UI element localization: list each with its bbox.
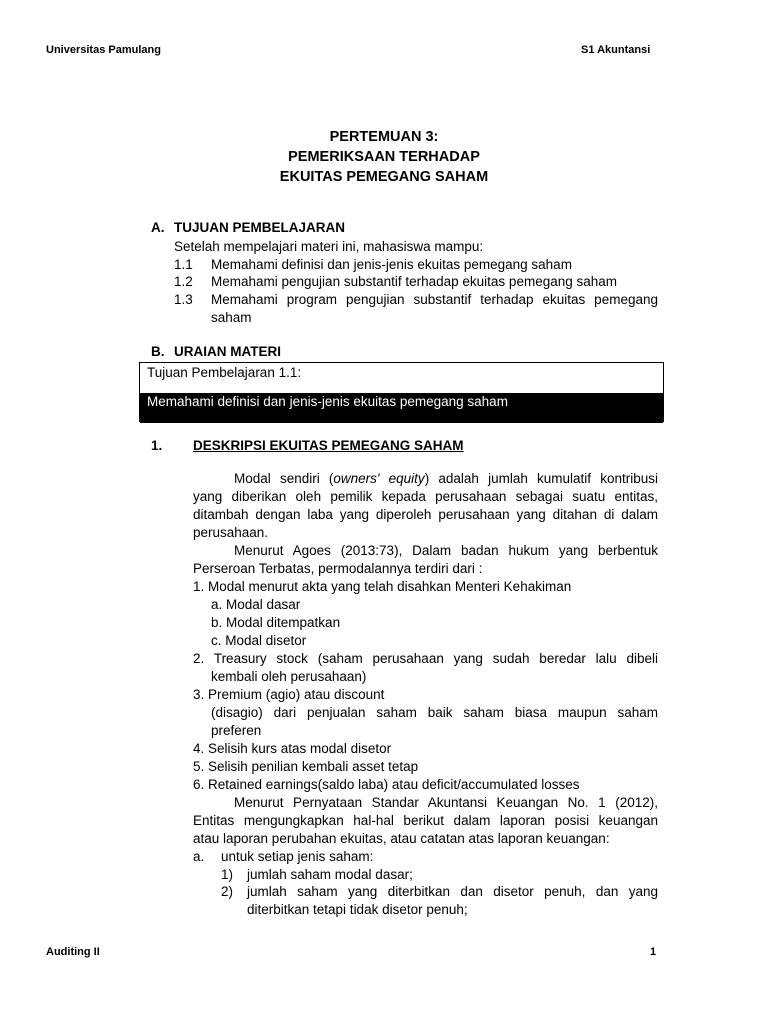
objective-1-2-num: 1.2: [174, 274, 193, 289]
owners-equity-term: owners' equity: [333, 471, 425, 486]
capital-item-1a: a. Modal dasar: [211, 597, 301, 612]
section-b-label: B.: [151, 344, 165, 359]
list-a2-text: jumlah saham yang diterbitkan dan disetor penuh, dan yang: [247, 884, 658, 899]
section-b-title: URAIAN MATERI: [174, 344, 281, 359]
subsection-title: DESKRIPSI EKUITAS PEMEGANG SAHAM: [193, 438, 464, 453]
paragraph-1-line-4: perusahaan.: [193, 525, 269, 540]
paragraph-3-line-3: atau laporan perubahan ekuitas, atau catatan atas laporan keuangan:: [193, 831, 610, 846]
text-run: ) adalah jumlah kumulatif kontribusi: [424, 471, 658, 486]
objective-1-3-text: Memahami program pengujian substantif terhadap ekuitas pemegang: [211, 292, 658, 307]
list-a2-cont: diterbitkan tetapi tidak disetor penuh;: [247, 902, 468, 917]
objective-box: [139, 362, 664, 422]
list-a1-text: jumlah saham modal dasar;: [247, 867, 413, 882]
paragraph-2-line-2: Perseroan Terbatas, permodalannya terdiri dari :: [193, 561, 483, 576]
header-university: Universitas Pamulang: [46, 44, 161, 56]
paragraph-1-line-2: yang diberikan oleh pemilik kepada perusahaan sebagai suatu entitas,: [193, 489, 658, 504]
list-a-label: a.: [193, 849, 205, 864]
objective-1-3-cont: saham: [211, 310, 252, 325]
objective-box-label: Tujuan Pembelajaran 1.1:: [147, 365, 302, 380]
capital-item-1c: c. Modal disetor: [211, 633, 307, 648]
paragraph-1-line-3: ditambah dengan laba yang diperoleh perusahaan yang ditahan di dalam: [193, 507, 658, 522]
header-program: S1 Akuntansi: [581, 44, 651, 56]
paragraph-1-line-1: [193, 470, 658, 488]
capital-item-1b: b. Modal ditempatkan: [211, 615, 341, 630]
paragraph-3-line-2: Entitas mengungkapkan hal-hal berikut dalam laporan posisi keuangan: [193, 813, 658, 828]
paragraph-2-line-1: Menurut Agoes (2013:73), Dalam badan hukum yang berbentuk: [234, 543, 658, 558]
objective-1-3-num: 1.3: [174, 292, 193, 307]
capital-item-1: 1. Modal menurut akta yang telah disahkan Menteri Kehakiman: [193, 579, 572, 594]
section-a-title: TUJUAN PEMBELAJARAN: [174, 220, 346, 235]
page-title: [0, 127, 768, 187]
page-number: 1: [650, 946, 657, 958]
capital-item-3-cont: (disagio) dari penjualan saham baik saham biasa maupun saham: [211, 705, 658, 720]
objective-1-1-text: Memahami definisi dan jenis-jenis ekuitas pemegang saham: [211, 257, 572, 272]
list-a1-num: 1): [221, 867, 234, 882]
capital-item-2-cont: kembali oleh perusahaan): [211, 669, 367, 684]
capital-item-4: 4. Selisih kurs atas modal disetor: [193, 741, 392, 756]
body-text: [193, 470, 658, 848]
objective-box-text: Memahami definisi dan jenis-jenis ekuitas pemegang saham: [147, 394, 508, 409]
objective-box-header: [140, 363, 663, 393]
objective-box-band: [140, 393, 663, 423]
objective-1-1-num: 1.1: [174, 257, 193, 272]
list-a2-num: 2): [221, 884, 234, 899]
title-line-3: EKUITAS PEMEGANG SAHAM: [279, 169, 489, 185]
subsection-number: 1.: [151, 438, 163, 453]
section-a-intro: Setelah mempelajari materi ini, mahasiswa mampu:: [174, 239, 484, 254]
capital-item-2: 2. Treasury stock (saham perusahaan yang sudah beredar lalu dibeli: [193, 651, 658, 666]
paragraph-3-line-1: Menurut Pernyataan Standar Akuntansi Keuangan No. 1 (2012),: [234, 795, 658, 810]
capital-item-3-cont-2: preferen: [211, 723, 262, 738]
capital-item-3: 3. Premium (agio) atau discount: [193, 687, 385, 702]
title-line-1: PERTEMUAN 3:: [329, 129, 439, 145]
capital-item-6: 6. Retained earnings(saldo laba) atau deficit/accumulated losses: [193, 777, 580, 792]
capital-item-5: 5. Selisih penilian kembali asset tetap: [193, 759, 419, 774]
objective-1-2-text: Memahami pengujian substantif terhadap ekuitas pemegang saham: [211, 274, 618, 289]
list-a-text: untuk setiap jenis saham:: [221, 849, 374, 864]
footer-course: Auditing II: [46, 946, 100, 958]
text-run: Modal sendiri (: [234, 471, 334, 486]
section-a-label: A.: [151, 220, 165, 235]
title-line-2: PEMERIKSAAN TERHADAP: [288, 149, 480, 165]
